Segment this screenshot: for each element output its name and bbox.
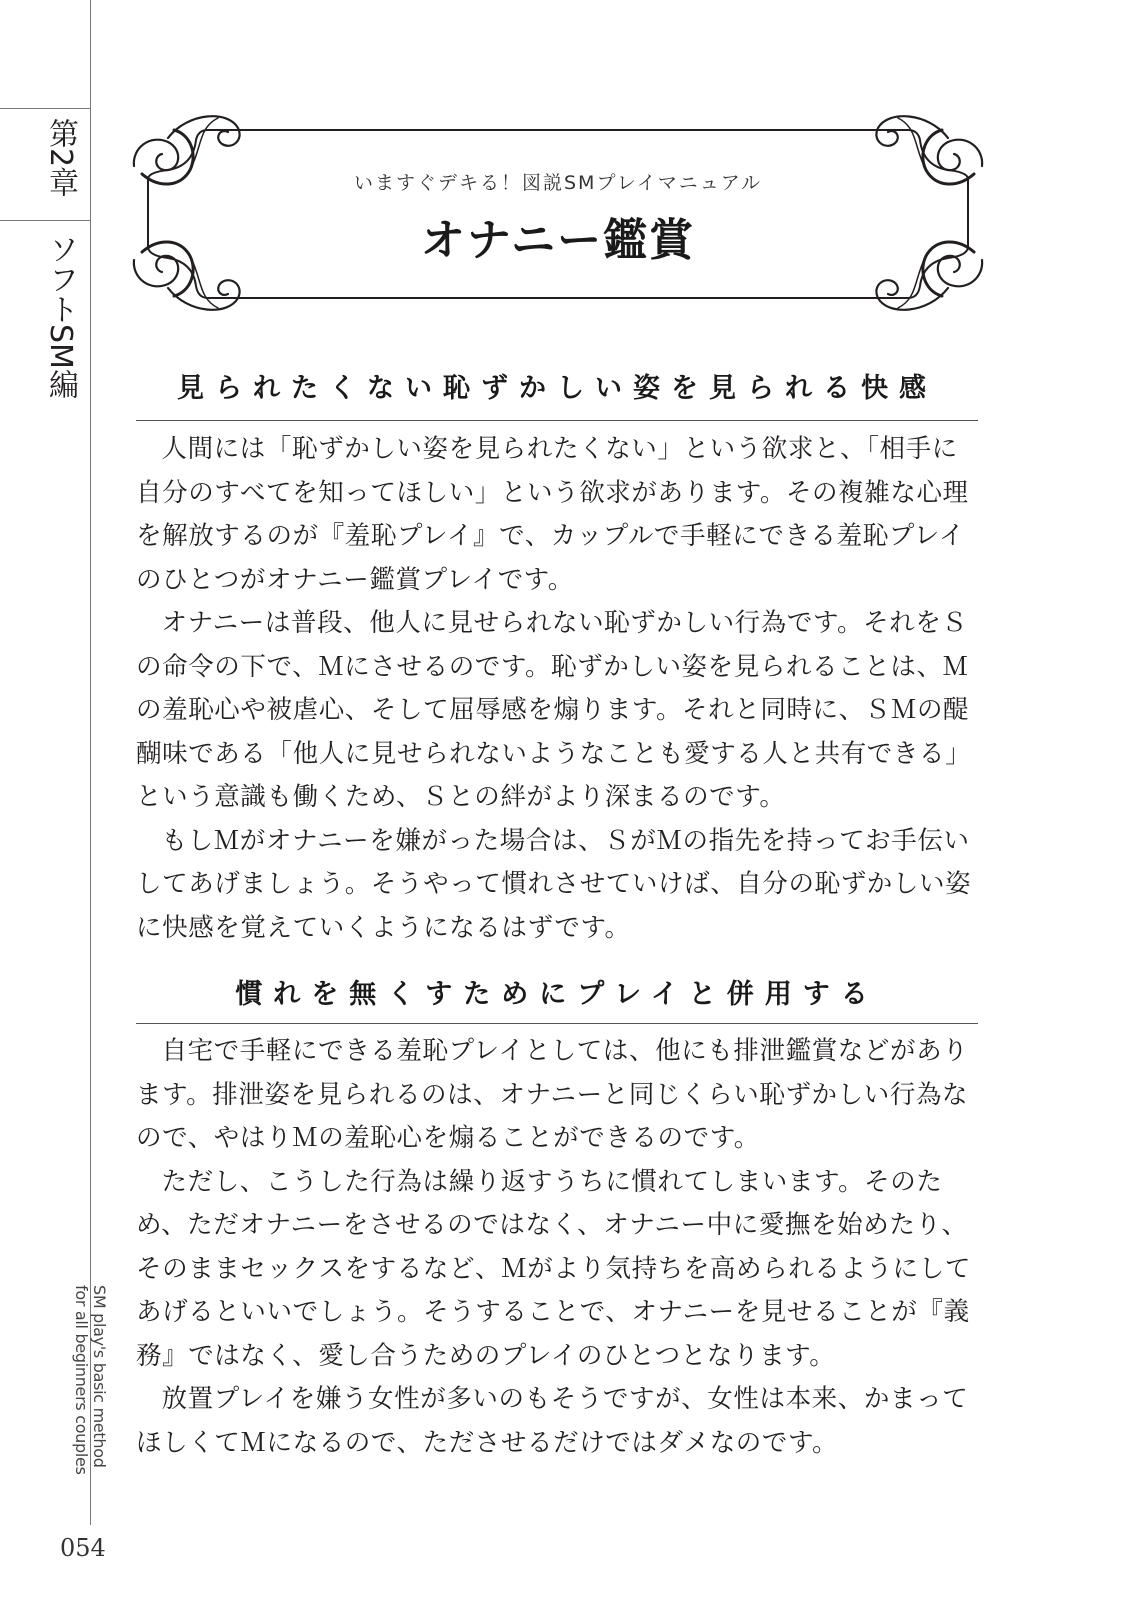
section-body-2	[136, 1030, 978, 1465]
page-title: オナニー鑑賞	[420, 215, 696, 266]
section-heading-2: 慣れを無くすためにプレイと併用する	[235, 979, 879, 1010]
book-english-title-line2: for all beginners couples	[72, 1285, 91, 1475]
book-english-title-line1: SM play's basic method	[90, 1285, 109, 1468]
section-heading-1: 見られたくない恥ずかしい姿を見られる快感	[177, 373, 937, 404]
chapter-title: ソフトSM編	[43, 234, 78, 399]
paragraph: 自宅で手軽にできる羞恥プレイとしては、他にも排泄鑑賞などがあります。排泄姿を見られるのは、オナニーと同じくらい恥ずかしい行為なので、やはりＭの羞恥心を煽ることができるのです。	[136, 1036, 969, 1153]
paragraph: もしＭがオナニーを嫌がった場合は、ＳがＭの指先を持ってお手伝いしてあげましょう。そうやって慣れさせていけば、自分の恥ずかしい姿に快感を覚えていくようになるはずです。	[136, 825, 972, 943]
chapter-rule-top	[0, 108, 91, 109]
series-subtitle: いますぐデキる！図説SMプレイマニュアル	[354, 172, 762, 194]
chapter-rule-mid	[0, 220, 91, 221]
section-rule-1	[136, 420, 978, 421]
section-rule-2	[136, 1023, 978, 1024]
paragraph: オナニーは普段、他人に見せられない恥ずかしい行為です。それをＳの命令の下で、Ｍにさせるのです。恥ずかしい姿を見られることは、Ｍの羞恥心や被虐心、そして屈辱感を煽ります。それと同時に、ＳＭの醍醐味である「他人に見せられないようなことも愛する人と共有できる」という意識も働くため、Ｓとの絆がより深まるのです。	[136, 608, 972, 812]
section-body-1	[136, 428, 978, 950]
chapter-number: 第2章	[43, 118, 78, 198]
paragraph: ただし、こうした行為は繰り返すうちに慣れてしまいます。そのため、ただオナニーをさせるのではなく、オナニー中に愛撫を始めたり、そのままセックスをするなど、Ｍがより気持ちを高められるようにしてあげるといいでしょう。そうすることで、オナニーを見せることが『義務』ではなく、愛し合うためのプレイのひとつとなります。	[136, 1166, 971, 1371]
paragraph: 人間には「恥ずかしい姿を見られたくない」という欲求と、「相手に自分のすべてを知ってほしい」という欲求があります。その複雑な心理を解放するのが『羞恥プレイ』で、カップルで手軽にできる羞恥プレイのひとつがオナニー鑑賞プレイです。	[136, 434, 969, 595]
page-number: 054	[60, 1534, 106, 1562]
book-english-title	[68, 1285, 108, 1475]
paragraph: 放置プレイを嫌う女性が多いのもそうですが、女性は本来、かまってほしくてＭになるので、たださせるだけではダメなのです。	[136, 1384, 969, 1458]
